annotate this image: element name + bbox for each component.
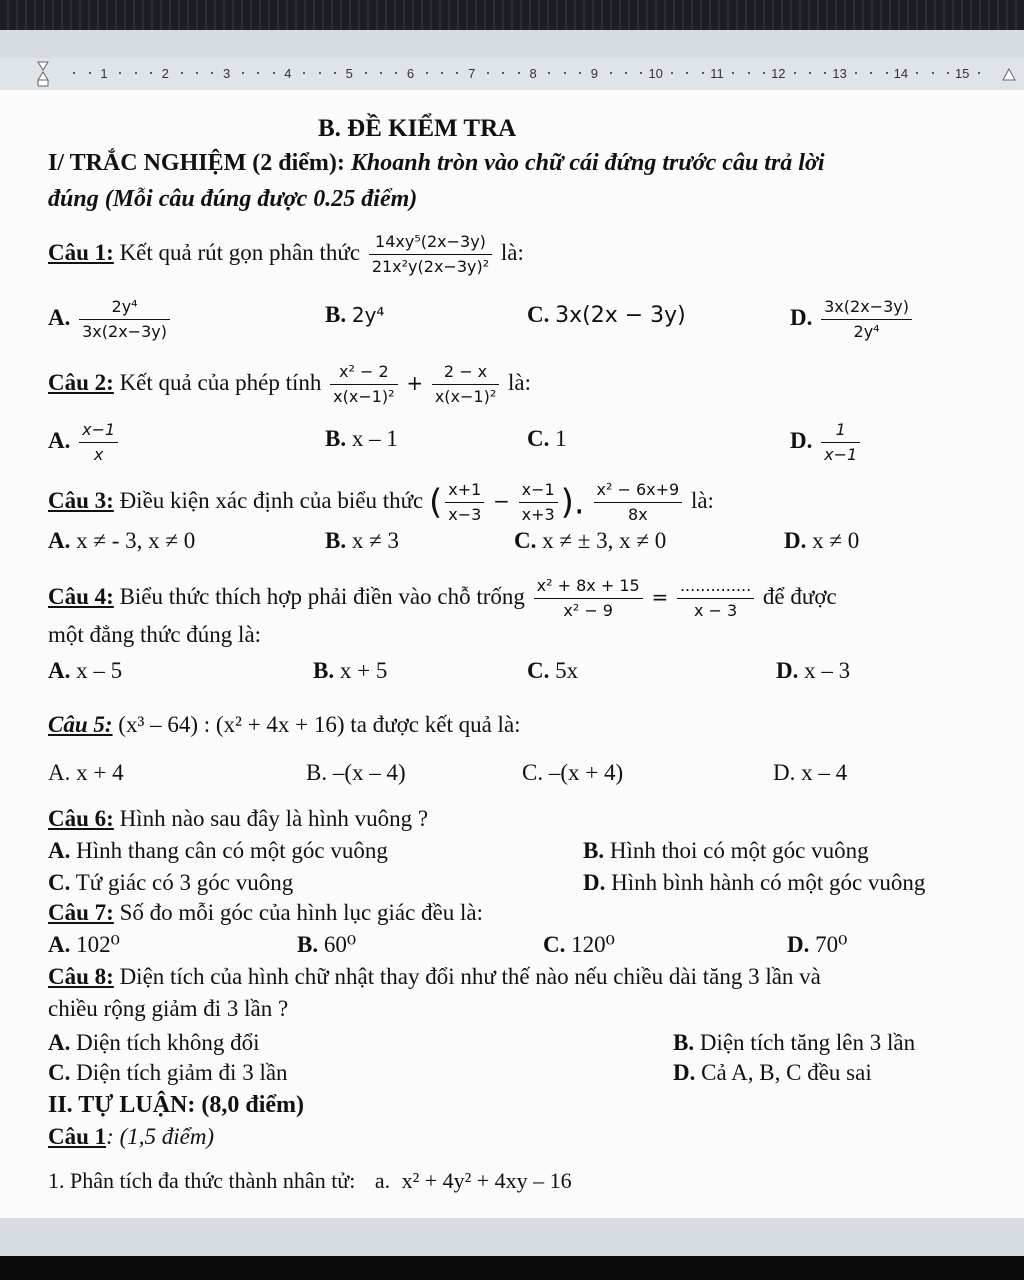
part2-title: II. TỰ LUẬN: (8,0 điểm) <box>48 1092 304 1118</box>
q1-a-den: 3x(2x−3y) <box>82 322 167 341</box>
q4-f-num: x² + 8x + 15 <box>534 576 643 599</box>
ruler-tick <box>732 72 734 74</box>
question-4 <box>48 576 837 621</box>
ruler-tick <box>916 72 918 74</box>
q3-c-value: x ≠ ± 3, x ≠ 0 <box>542 528 667 553</box>
status-area <box>0 1218 1024 1256</box>
ruler-tick <box>242 72 244 74</box>
q2-a-letter: A. <box>48 427 71 453</box>
q2-d-letter: D. <box>790 427 813 453</box>
question-6 <box>48 804 428 834</box>
q4-a-value: x – 5 <box>76 658 123 683</box>
q8-c-value: Diện tích giảm đi 3 lần <box>76 1060 288 1085</box>
ruler-tick <box>610 72 612 74</box>
q3-option-a[interactable] <box>48 526 195 556</box>
ruler-tick <box>380 72 382 74</box>
q7-a-value: 102⁰ <box>76 932 120 957</box>
ruler-tick <box>257 72 259 74</box>
ruler-number: 8 <box>529 66 537 81</box>
q5-option-a[interactable]: A. x + 4 <box>48 760 124 785</box>
q8-b-letter: B. <box>673 1030 695 1055</box>
ruler-number: 2 <box>161 66 169 81</box>
q4-blank-den: x − 3 <box>693 601 738 620</box>
right-indent-marker-icon[interactable] <box>1002 68 1016 82</box>
q7-d-letter: D. <box>787 932 810 957</box>
q6-c-letter: C. <box>48 870 71 895</box>
q6-text: Hình nào sau đây là hình vuông ? <box>119 806 429 831</box>
ruler-tick <box>273 72 275 74</box>
ruler-tick <box>135 72 137 74</box>
q6-a-letter: A. <box>48 838 71 863</box>
q1-den: 21x²y(2x−3y)² <box>371 257 490 276</box>
q7-option-a[interactable] <box>48 930 120 960</box>
ruler-tick <box>748 72 750 74</box>
q2-f1-den: x(x−1)² <box>333 387 395 406</box>
q1-b-letter: B. <box>325 302 347 327</box>
q6-label: Câu 6: <box>48 806 114 831</box>
q2-option-d[interactable] <box>790 420 863 465</box>
q3-f3-den: 8x <box>628 505 648 524</box>
ruler-ticks <box>0 66 1024 82</box>
q2-a-fraction <box>79 420 118 465</box>
ruler-tick <box>978 72 980 74</box>
q5-option-c[interactable]: C. –(x + 4) <box>522 760 624 785</box>
ruler-number: 5 <box>345 66 353 81</box>
question-5 <box>48 710 521 740</box>
part2-item-text: 1. Phân tích đa thức thành nhân tử: <box>48 1168 356 1193</box>
ruler-number: 6 <box>406 66 415 81</box>
q3-option-c[interactable] <box>514 526 666 556</box>
q4-a-letter: A. <box>48 658 71 683</box>
q6-a-value: Hình thang cân có một góc vuông <box>76 838 388 863</box>
q3-option-b[interactable] <box>325 526 399 556</box>
q3-f1-den: x−3 <box>448 505 482 524</box>
ruler-tick <box>579 72 581 74</box>
q1-fraction <box>369 232 492 277</box>
q1-label: Câu 1: <box>48 239 114 265</box>
q1-option-a[interactable] <box>48 297 173 342</box>
q2-d-den: x−1 <box>824 445 858 464</box>
ruler-number: 15 <box>954 66 970 81</box>
title-bar <box>0 0 1024 30</box>
q7-label: Câu 7: <box>48 900 114 925</box>
ruler-tick <box>870 72 872 74</box>
page-title: B. ĐỀ KIỂM TRA <box>318 115 517 142</box>
q3-f3-num: x² − 6x+9 <box>594 480 683 503</box>
q1-text: Kết quả rút gọn phân thức <box>119 239 361 265</box>
part2-q1-label: Câu 1 <box>48 1124 107 1149</box>
q7-d-value: 70⁰ <box>815 932 848 957</box>
q8-option-d[interactable] <box>673 1058 872 1088</box>
q8-text: Diện tích của hình chữ nhật thay đổi như thế nào nếu chiều dài tăng 3 lần và <box>119 964 821 989</box>
q8-option-a[interactable] <box>48 1028 259 1058</box>
q8-line2: chiều rộng giảm đi 3 lần ? <box>48 996 289 1021</box>
q3-close-paren: ). <box>560 482 585 523</box>
q4-fraction <box>534 576 643 621</box>
ruler-number: 4 <box>284 66 292 81</box>
q2-f2-num: 2 − x <box>432 362 499 385</box>
horizontal-ruler[interactable] <box>0 58 1024 91</box>
q1-c-value: 3x(2x − 3y) <box>555 303 686 328</box>
ruler-tick <box>211 72 213 74</box>
part2-item-1 <box>48 1166 572 1196</box>
q3-b-letter: B. <box>325 528 347 553</box>
q2-text: Kết quả của phép tính <box>119 369 322 395</box>
ruler-tick <box>671 72 673 74</box>
q6-b-value: Hình thoi có một góc vuông <box>609 838 869 863</box>
q8-option-c[interactable] <box>48 1058 288 1088</box>
q6-b-letter: B. <box>583 838 605 863</box>
ruler-tick <box>932 72 934 74</box>
q1-c-letter: C. <box>527 302 550 327</box>
ruler-tick <box>487 72 489 74</box>
ruler-tick <box>809 72 811 74</box>
part2-item-expression: x² + 4y² + 4xy – 16 <box>401 1168 572 1193</box>
q3-b-value: x ≠ 3 <box>351 528 399 553</box>
q4-text: Biểu thức thích hợp phải điền vào chỗ trống <box>119 583 525 609</box>
bottom-bar <box>0 1256 1024 1280</box>
question-3 <box>48 480 714 525</box>
ruler-number: 9 <box>590 66 599 81</box>
part2-q1-points: : (1,5 điểm) <box>106 1124 215 1149</box>
q4-option-b[interactable] <box>313 656 387 686</box>
ruler-number: 10 <box>648 66 663 81</box>
q3-a-value: x ≠ - 3, x ≠ 0 <box>76 528 196 553</box>
ruler-tick <box>824 72 826 74</box>
q3-f1-num: x+1 <box>445 480 484 503</box>
q3-f2-den: x+3 <box>521 505 555 524</box>
q2-b-letter: B. <box>325 426 347 451</box>
ruler-tick <box>456 72 458 74</box>
q2-d-fraction <box>821 420 860 465</box>
ruler-tick <box>73 72 75 74</box>
q2-d-num: 1 <box>821 420 860 443</box>
ruler-tick <box>426 72 428 74</box>
q7-c-value: 120⁰ <box>571 932 615 957</box>
q1-option-c[interactable] <box>527 300 686 331</box>
q4-option-c[interactable] <box>527 656 578 686</box>
q2-b-value: x – 1 <box>351 426 398 451</box>
q4-blank[interactable]: .............. <box>677 576 754 599</box>
q2-after: là: <box>508 369 531 395</box>
q3-fraction-1 <box>445 480 484 525</box>
q7-b-value: 60⁰ <box>323 932 357 957</box>
ruler-tick <box>518 72 520 74</box>
q1-d-letter: D. <box>790 304 813 330</box>
q2-option-b[interactable] <box>325 424 398 454</box>
q3-label: Câu 3: <box>48 487 114 513</box>
q8-a-letter: A. <box>48 1030 71 1055</box>
q1-d-fraction <box>821 297 912 342</box>
q4-c-letter: C. <box>527 658 550 683</box>
ruler-tick <box>119 72 121 74</box>
q3-fraction-3 <box>594 480 683 525</box>
part2-question-1 <box>48 1122 214 1152</box>
ruler-tick <box>334 72 336 74</box>
q7-option-b[interactable] <box>297 930 356 960</box>
q8-a-value: Diện tích không đổi <box>76 1030 260 1055</box>
ruler-tick <box>319 72 321 74</box>
q1-num: 14xy⁵(2x−3y) <box>369 232 492 255</box>
q1-option-b[interactable] <box>325 300 384 330</box>
q8-c-letter: C. <box>48 1060 71 1085</box>
q6-option-d[interactable] <box>583 868 925 898</box>
ruler-tick <box>763 72 765 74</box>
ruler-tick <box>702 72 704 74</box>
q2-c-value: 1 <box>555 426 567 451</box>
ruler-number: 13 <box>832 66 847 81</box>
q4-after: để được <box>762 583 837 609</box>
question-7 <box>48 898 483 928</box>
q6-option-c[interactable] <box>48 868 293 898</box>
part1-instruction-line2: đúng (Mỗi câu đúng được 0.25 điểm) <box>48 186 418 212</box>
q4-d-letter: D. <box>776 658 799 683</box>
ruler-tick <box>502 72 504 74</box>
q6-d-value: Hình bình hành có một góc vuông <box>611 870 926 895</box>
ruler-tick <box>395 72 397 74</box>
ruler-tick <box>181 72 183 74</box>
q8-option-b[interactable] <box>673 1028 915 1058</box>
q1-a-num: 2y⁴ <box>79 297 170 320</box>
ruler-number: 1 <box>100 66 108 81</box>
q2-f2-den: x(x−1)² <box>434 387 497 406</box>
q3-text: Điều kiện xác định của biểu thức <box>119 487 424 513</box>
ruler-number: 14 <box>893 66 909 81</box>
q6-c-value: Tứ giác có 3 góc vuông <box>75 870 294 895</box>
document-page[interactable] <box>0 90 1024 1218</box>
q2-a-num: x−1 <box>79 420 118 443</box>
q1-d-num: 3x(2x−3y) <box>821 297 912 320</box>
question-1 <box>48 232 524 277</box>
ruler-tick <box>686 72 688 74</box>
q5-label: Câu 5: <box>48 712 113 737</box>
q4-d-value: x – 3 <box>804 658 851 683</box>
ruler-tick <box>89 72 91 74</box>
q6-option-b[interactable] <box>583 836 869 866</box>
q8-d-value: Cả A, B, C đều sai <box>701 1060 872 1085</box>
q7-c-letter: C. <box>543 932 566 957</box>
q2-fraction-2 <box>432 362 499 407</box>
q1-d-den: 2y⁴ <box>853 322 880 341</box>
q5-option-d[interactable]: D. x – 4 <box>773 760 848 785</box>
q2-option-a[interactable] <box>48 420 121 465</box>
q3-f2-num: x−1 <box>519 480 558 503</box>
q1-option-d[interactable] <box>790 297 915 342</box>
ruler-tick <box>794 72 796 74</box>
q7-text: Số đo mỗi góc của hình lục giác đều là: <box>119 900 484 925</box>
ruler-tick <box>548 72 550 74</box>
q7-option-d[interactable] <box>787 930 847 960</box>
question-8 <box>48 962 821 992</box>
q4-c-value: 5x <box>555 658 579 683</box>
q4-b-letter: B. <box>313 658 335 683</box>
q4-blank-fraction[interactable] <box>677 576 754 621</box>
ruler-number: 3 <box>222 66 231 81</box>
part1-header <box>48 148 825 178</box>
q8-label: Câu 8: <box>48 964 114 989</box>
ruler-tick <box>365 72 367 74</box>
q2-a-den: x <box>93 445 104 464</box>
q6-option-a[interactable] <box>48 836 388 866</box>
q4-f-den: x² − 9 <box>563 601 613 620</box>
q3-open-paren: ( <box>429 482 443 523</box>
q4-line2: một đẳng thức đúng là: <box>48 622 262 647</box>
q4-option-d[interactable] <box>776 656 850 686</box>
ruler-tick <box>303 72 305 74</box>
ruler-number: 11 <box>710 66 724 81</box>
q7-a-letter: A. <box>48 932 71 957</box>
q1-a-fraction <box>79 297 170 342</box>
q2-plus: + <box>406 370 424 395</box>
ruler-tick <box>640 72 642 74</box>
part1-instruction: Khoanh tròn vào chữ cái đứng trước câu trả lời <box>350 150 825 176</box>
q1-a-letter: A. <box>48 304 71 330</box>
ruler-tick <box>625 72 627 74</box>
ruler-tick <box>150 72 152 74</box>
q8-d-letter: D. <box>673 1060 696 1085</box>
part1-title: I/ TRẮC NGHIỆM (2 điểm): <box>48 150 345 176</box>
q8-b-value: Diện tích tăng lên 3 lần <box>699 1030 916 1055</box>
q3-option-d[interactable] <box>784 526 859 556</box>
q4-option-a[interactable] <box>48 656 122 686</box>
q1-after: là: <box>500 239 524 265</box>
q3-fraction-2 <box>519 480 558 525</box>
q7-b-letter: B. <box>297 932 319 957</box>
q1-b-value: 2y⁴ <box>351 303 385 327</box>
toolbar-area <box>0 30 1024 58</box>
ruler-tick <box>855 72 857 74</box>
q4-label: Câu 4: <box>48 583 114 609</box>
q3-minus: − <box>493 488 510 513</box>
ruler-tick <box>886 72 888 74</box>
q2-option-c[interactable] <box>527 424 567 454</box>
q3-after: là: <box>690 487 714 513</box>
q3-d-letter: D. <box>784 528 807 553</box>
part2-item-a: a. <box>374 1168 391 1193</box>
q2-fraction-1 <box>330 362 397 407</box>
ruler-number: 7 <box>468 66 476 81</box>
q5-text: (x³ – 64) : (x² + 4x + 16) ta được kết quả là: <box>118 712 521 737</box>
ruler-tick <box>947 72 949 74</box>
q4-b-value: x + 5 <box>339 658 388 683</box>
q7-option-c[interactable] <box>543 930 615 960</box>
ruler-tick <box>441 72 443 74</box>
q3-d-value: x ≠ 0 <box>812 528 860 553</box>
q5-option-b[interactable]: B. –(x – 4) <box>306 760 406 785</box>
q6-d-letter: D. <box>583 870 606 895</box>
ruler-tick <box>564 72 566 74</box>
q4-equals: = <box>651 584 669 609</box>
q3-c-letter: C. <box>514 528 537 553</box>
ruler-number: 12 <box>771 66 786 81</box>
q2-f1-num: x² − 2 <box>330 362 397 385</box>
q2-c-letter: C. <box>527 426 550 451</box>
ruler-tick <box>196 72 198 74</box>
question-2 <box>48 362 531 407</box>
q3-a-letter: A. <box>48 528 71 553</box>
q2-label: Câu 2: <box>48 369 114 395</box>
